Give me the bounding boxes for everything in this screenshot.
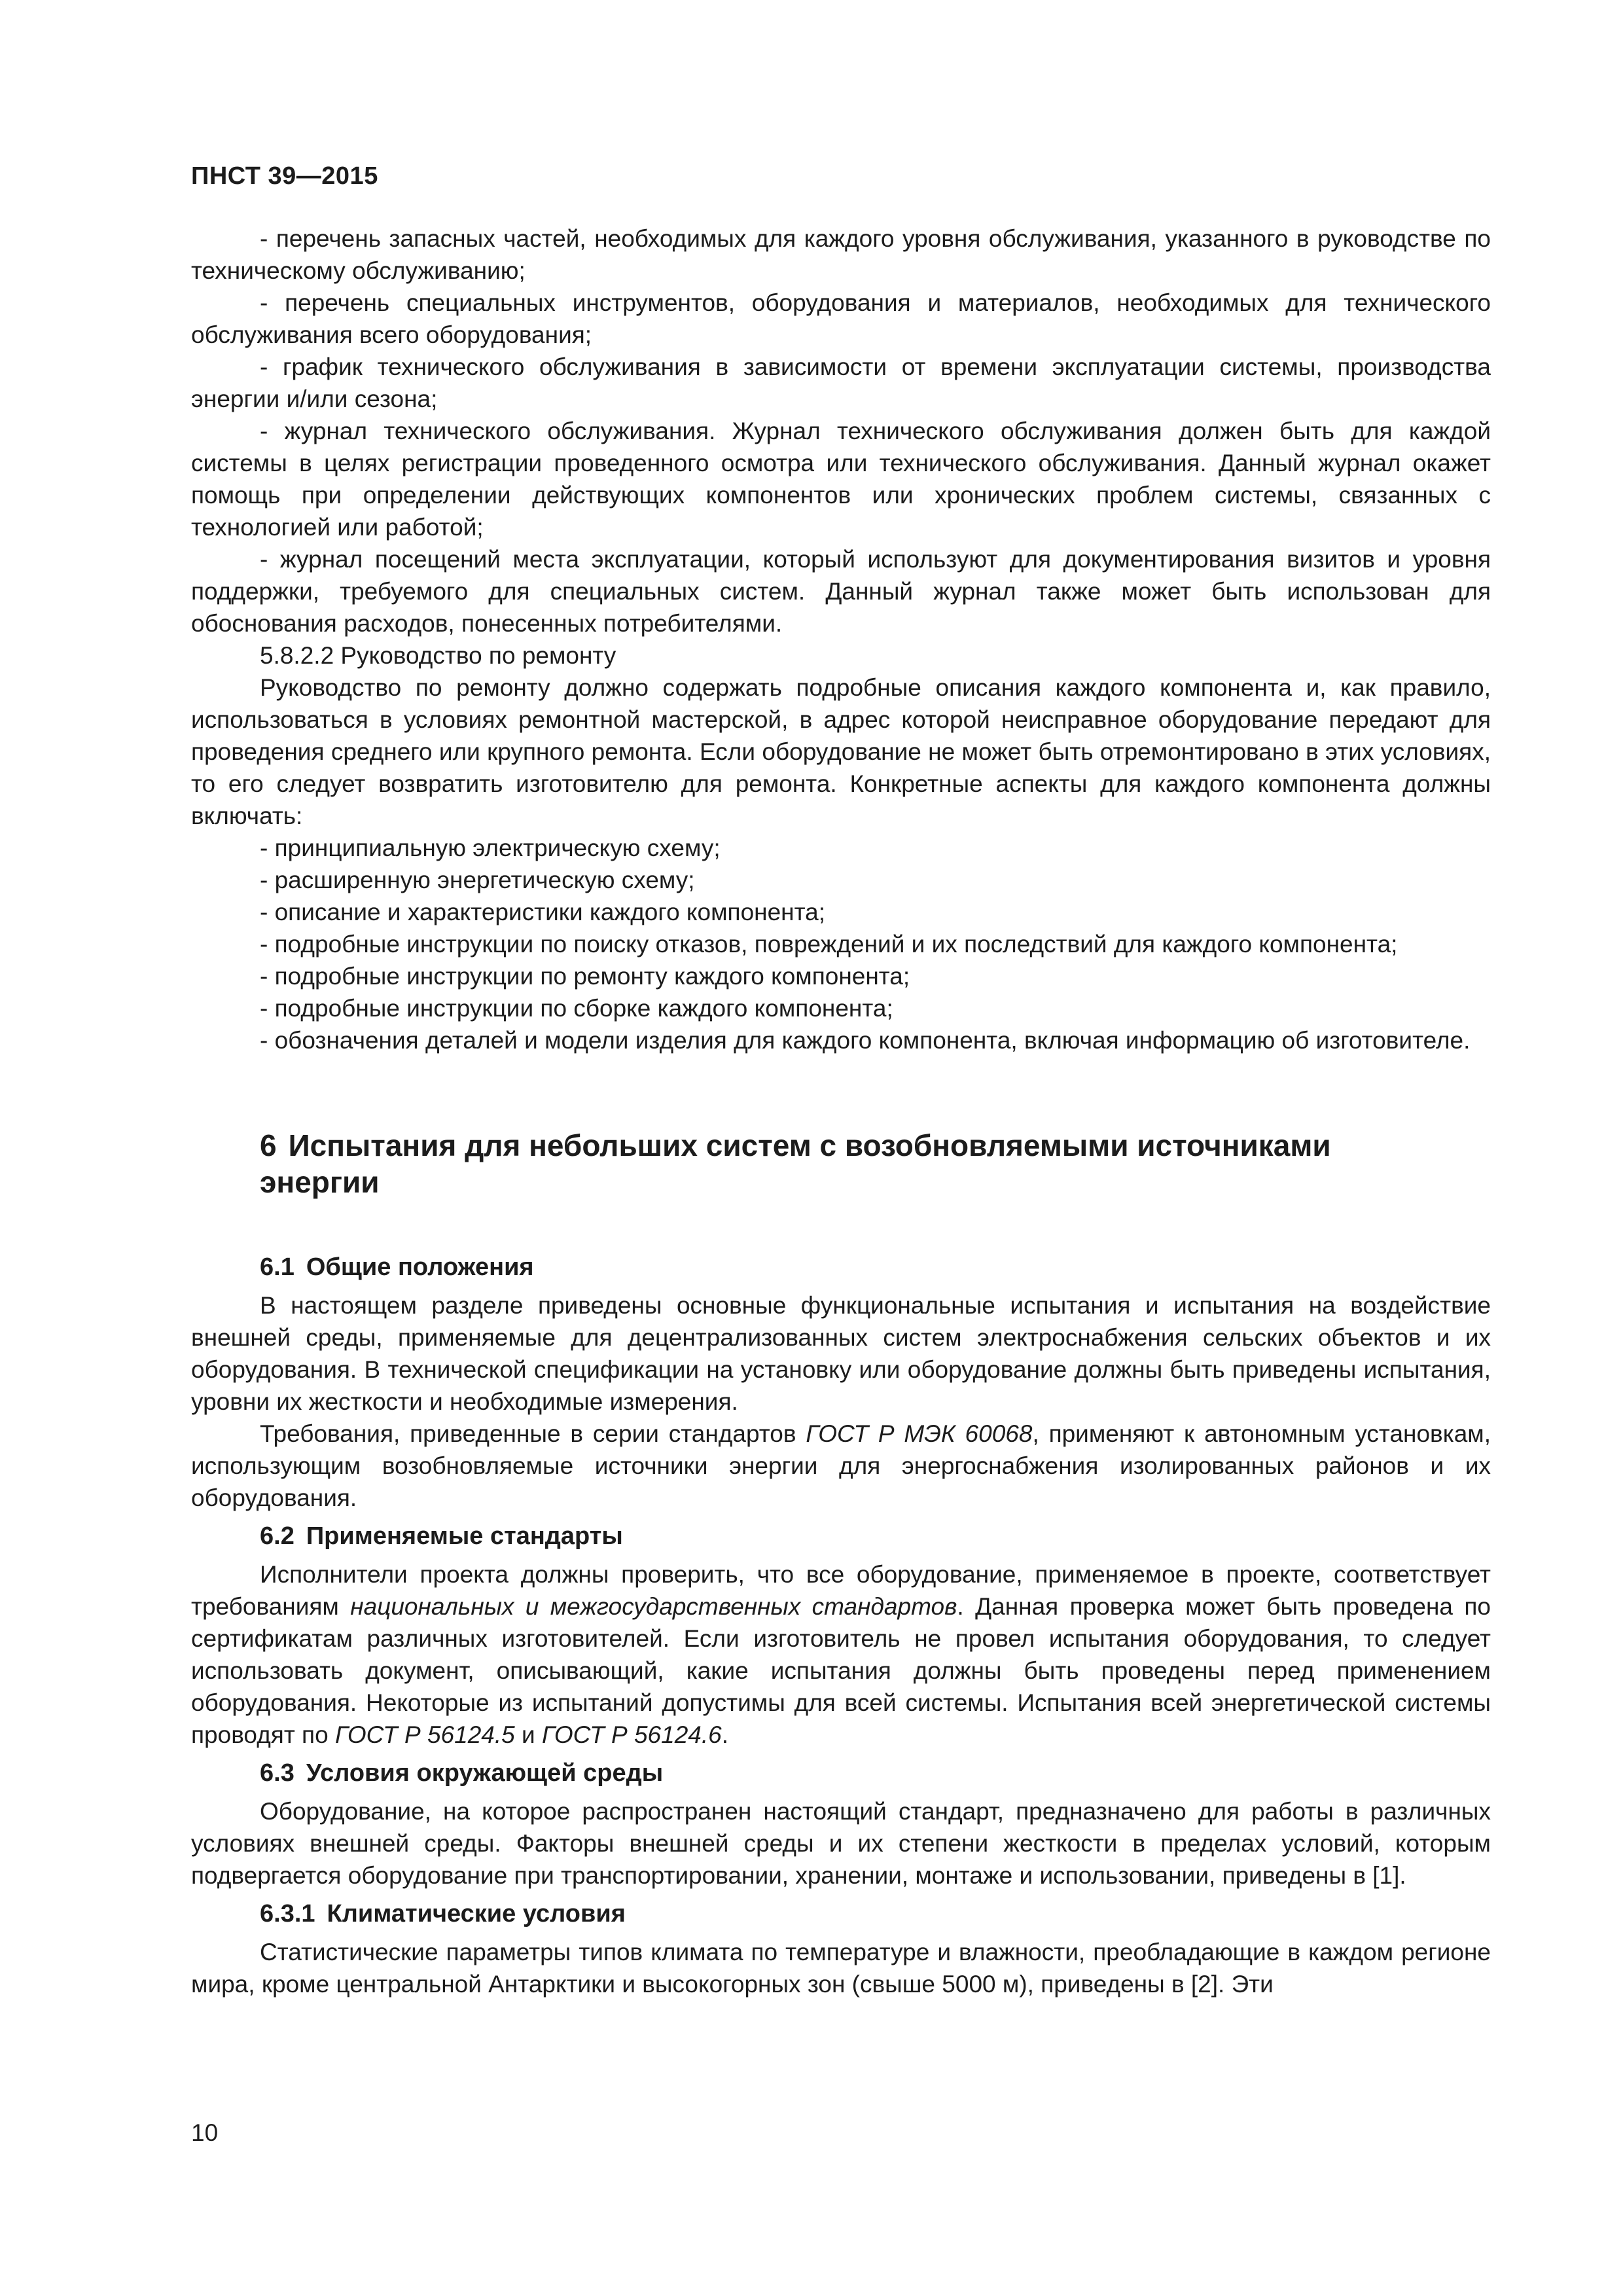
subsection-title-text: Условия окружающей среды <box>306 1759 664 1787</box>
subsection-6-2-title <box>260 1519 1491 1553</box>
page-number: 10 <box>191 2119 219 2146</box>
list-item: - перечень запасных частей, необходимых для каждого уровня обслуживания, указанного в руководстве по техническому обслуживанию; <box>191 225 1491 284</box>
list-item: - подробные инструкции по поиску отказов, повреждений и их последствий для каждого компонента; <box>260 931 1398 958</box>
clause-heading-5-8-2-2: 5.8.2.2 Руководство по ремонту <box>260 642 616 669</box>
subsection-number: 6.3.1 <box>260 1900 315 1928</box>
section-number: 6 <box>260 1128 277 1162</box>
list-item: - перечень специальных инструментов, оборудования и материалов, необходимых для технического обслуживания всего оборудования; <box>191 289 1491 348</box>
subsection-title-text: Общие положения <box>306 1253 534 1281</box>
subsection-number: 6.1 <box>260 1253 294 1281</box>
page-content <box>191 223 1491 2000</box>
subsection-number: 6.3 <box>260 1759 294 1787</box>
text-run: и <box>514 1721 542 1748</box>
list-item: - график технического обслуживания в зависимости от времени эксплуатации системы, производства энергии и/или сезона; <box>191 353 1491 412</box>
paragraph <box>191 1558 1491 1751</box>
list-item: - обозначения деталей и модели изделия для каждого компонента, включая информацию об изготовителе. <box>260 1027 1471 1054</box>
standard-reference: ГОСТ Р МЭК 60068 <box>806 1420 1033 1447</box>
section-title-text: Испытания для небольших систем с возобновляемыми источниками энергии <box>260 1128 1331 1199</box>
list-item: - принципиальную электрическую схему; <box>260 834 721 861</box>
standard-reference: ГОСТ Р 56124.6 <box>541 1721 722 1748</box>
subsection-title-text: Применяемые стандарты <box>306 1522 623 1550</box>
list-item: - расширенную энергетическую схему; <box>260 867 695 893</box>
subsection-title-text: Климатические условия <box>327 1900 626 1928</box>
text-run: . Данная проверка может быть проведена по сертификатам различных изготовителей. Если изготовитель не провел испытания оборудования, то следует использовать документ, описывающий, какие испытания должны быть проведены перед применением оборудования. Некоторые из испытаний допустимы для всей системы. Испытания всей энергетической системы проводят по <box>191 1593 1491 1748</box>
paragraph: Руководство по ремонту должно содержать подробные описания каждого компонента и, как правило, использоваться в условиях ремонтной мастерской, в адрес которой неисправное оборудование передают для проведения среднего или крупного ремонта. Если оборудование не может быть отремонтировано в этих условиях, то его следует возвратить изготовителю для ремонта. Конкретные аспекты для каждого компонента должны включать: <box>191 674 1491 829</box>
subsection-6-3-1-title <box>260 1897 1491 1931</box>
paragraph: Оборудование, на которое распространен настоящий стандарт, предназначено для работы в различных условиях внешней среды. Факторы внешней среды и их степени жесткости в пределах условий, которым подвергается оборудование при транспортировании, хранении, монтаже и использовании, приведены в [1]. <box>191 1798 1491 1889</box>
section-6-title <box>260 1127 1399 1200</box>
list-item: - описание и характеристики каждого компонента; <box>260 899 825 925</box>
document-header: ПНСТ 39—2015 <box>191 162 378 190</box>
standard-reference: ГОСТ Р 56124.5 <box>334 1721 515 1748</box>
subsection-6-3-title <box>260 1756 1491 1790</box>
paragraph: В настоящем разделе приведены основные функциональные испытания и испытания на воздействие внешней среды, применяемые для децентрализованных систем электроснабжения сельских объектов и их оборудования. В технической спецификации на установку или оборудование должны быть приведены испытания, уровни их жесткости и необходимые измерения. <box>191 1292 1491 1415</box>
list-item: - подробные инструкции по сборке каждого компонента; <box>260 995 893 1022</box>
subsection-6-1-title <box>260 1250 1491 1284</box>
list-item: - подробные инструкции по ремонту каждого компонента; <box>260 963 910 990</box>
paragraph: Статистические параметры типов климата по температуре и влажности, преобладающие в каждом регионе мира, кроме центральной Антарктики и высокогорных зон (свыше 5000 м), приведены в [2]. Эти <box>191 1939 1491 1998</box>
paragraph <box>191 1418 1491 1514</box>
text-run: . <box>721 1721 728 1748</box>
text-run: Требования, приведенные в серии стандартов <box>260 1420 806 1447</box>
subsection-number: 6.2 <box>260 1522 294 1550</box>
list-item: - журнал технического обслуживания. Журнал технического обслуживания должен быть для каждой системы в целях регистрации проведенного осмотра или технического обслуживания. Данный журнал окажет помощь при определении действующих компонентов или хронических проблем системы, связанных с технологией или работой; <box>191 418 1491 541</box>
text-run: , применяют к автономным установкам, использующим возобновляемые источники энергии для энергоснабжения изолированных районов и их оборудования. <box>191 1420 1491 1511</box>
text-run: Исполнители проекта должны проверить, что все оборудование, применяемое в проекте, соответствует требованиям <box>191 1561 1491 1620</box>
list-item: - журнал посещений места эксплуатации, который используют для документирования визитов и уровня поддержки, требуемого для специальных систем. Данный журнал также может быть использован для обоснования расходов, понесенных потребителями. <box>191 546 1491 637</box>
standard-reference: национальных и межгосударственных стандартов <box>350 1593 957 1620</box>
